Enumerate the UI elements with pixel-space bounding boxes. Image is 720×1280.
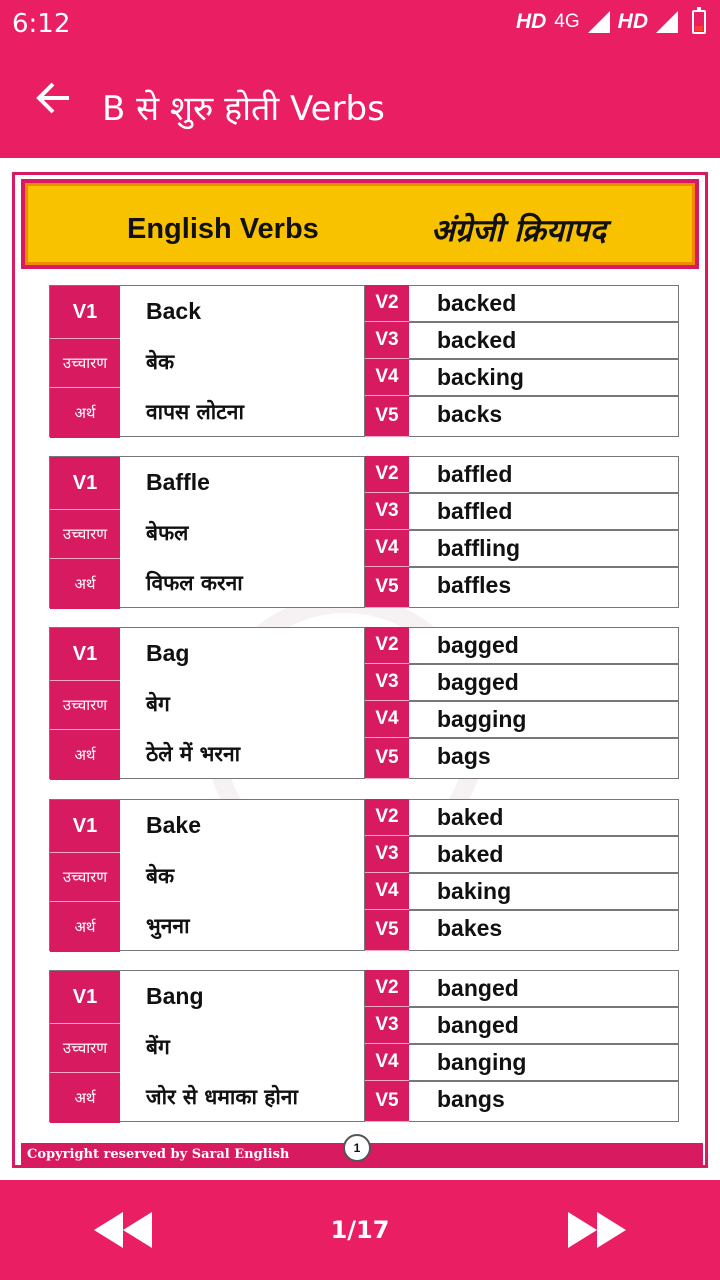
- page-counter: 1/17: [330, 1216, 390, 1244]
- verb-forms-table: [365, 285, 679, 437]
- previous-page-icon[interactable]: [92, 1210, 154, 1250]
- v3-value: backed: [409, 322, 679, 359]
- v4-value: backing: [409, 359, 679, 396]
- page-footer: [21, 1143, 703, 1165]
- v1-value: Bag: [146, 640, 190, 666]
- next-page-icon[interactable]: [566, 1210, 628, 1250]
- pronunciation-value: बेक: [146, 863, 175, 888]
- v3-value: baffled: [409, 493, 679, 530]
- v1-value: Bake: [146, 812, 201, 838]
- v1-value: Back: [146, 298, 201, 324]
- hd-label: HD: [515, 10, 547, 33]
- status-time: 6:12: [12, 9, 71, 39]
- v5-value: baffles: [409, 567, 679, 608]
- verb-block: [49, 627, 679, 779]
- v4-value: baking: [409, 873, 679, 910]
- v5-value: backs: [409, 396, 679, 437]
- v1-value: Bang: [146, 983, 204, 1009]
- meaning-label: अर्थ: [50, 1073, 120, 1123]
- verb-block: [49, 456, 679, 608]
- banner-hindi: अंग्रेजी क्रियापद: [431, 213, 606, 249]
- status-bar: [0, 0, 720, 50]
- v3-label: V3: [365, 664, 409, 701]
- meaning-label: अर्थ: [50, 388, 120, 438]
- verb-block: [49, 970, 679, 1122]
- verb-left-table: [49, 456, 365, 608]
- bottom-nav-bar: [0, 1180, 720, 1280]
- v2-value: baffled: [409, 456, 679, 493]
- banner-english: English Verbs: [127, 213, 319, 245]
- v5-value: bakes: [409, 910, 679, 951]
- pdf-page: [12, 172, 708, 1168]
- v1-value: Baffle: [146, 469, 210, 495]
- verb-left-table: [49, 970, 365, 1122]
- pronunciation-label: उच्चारण: [50, 680, 120, 730]
- v5-value: bags: [409, 738, 679, 779]
- verb-left-table: [49, 799, 365, 951]
- v2-value: bagged: [409, 627, 679, 664]
- meaning-value: वापस लोटना: [146, 399, 244, 424]
- v3-label: V3: [365, 836, 409, 873]
- verb-forms-table: [365, 456, 679, 608]
- meaning-value: ठेले में भरना: [146, 741, 241, 766]
- verb-block: [49, 285, 679, 437]
- meaning-value: विफल करना: [146, 570, 243, 595]
- v4-value: baffling: [409, 530, 679, 567]
- v1-label: V1: [50, 457, 120, 509]
- v1-label: V1: [50, 286, 120, 338]
- v2-value: banged: [409, 970, 679, 1007]
- verb-forms-table: [365, 627, 679, 779]
- meaning-label: अर्थ: [50, 559, 120, 609]
- v2-value: backed: [409, 285, 679, 322]
- hd-label-2: HD: [617, 10, 648, 33]
- v4-value: banging: [409, 1044, 679, 1081]
- v1-label: V1: [50, 628, 120, 680]
- v4-label: V4: [365, 359, 409, 396]
- battery-icon: [692, 10, 706, 34]
- v2-label: V2: [365, 285, 409, 322]
- v1-label: V1: [50, 971, 120, 1023]
- v2-label: V2: [365, 799, 409, 836]
- meaning-value: भुनना: [146, 913, 190, 938]
- pronunciation-label: उच्चारण: [50, 1023, 120, 1073]
- verb-block: [49, 799, 679, 951]
- meaning-label: अर्थ: [50, 730, 120, 780]
- status-icons: [516, 10, 706, 34]
- back-arrow-icon[interactable]: [28, 78, 78, 128]
- v3-label: V3: [365, 493, 409, 530]
- v2-value: baked: [409, 799, 679, 836]
- heading-banner: [21, 179, 699, 269]
- v2-label: V2: [365, 970, 409, 1007]
- v2-label: V2: [365, 627, 409, 664]
- pronunciation-label: उच्चारण: [50, 509, 120, 559]
- v1-label: V1: [50, 800, 120, 852]
- network-label: 4G: [554, 11, 580, 32]
- v5-value: bangs: [409, 1081, 679, 1122]
- v2-label: V2: [365, 456, 409, 493]
- verb-left-table: [49, 627, 365, 779]
- v3-value: banged: [409, 1007, 679, 1044]
- signal-icon-2: [656, 11, 678, 33]
- v5-label: V5: [365, 910, 409, 951]
- v4-label: V4: [365, 530, 409, 567]
- verb-forms-table: [365, 970, 679, 1122]
- v4-label: V4: [365, 873, 409, 910]
- v4-value: bagging: [409, 701, 679, 738]
- app-bar: [0, 50, 720, 158]
- v3-value: bagged: [409, 664, 679, 701]
- pronunciation-value: बेक: [146, 349, 175, 374]
- page-title: B से शुरु होती Verbs: [102, 89, 385, 129]
- meaning-label: अर्थ: [50, 902, 120, 952]
- pronunciation-value: बेग: [146, 691, 170, 716]
- verb-forms-table: [365, 799, 679, 951]
- pronunciation-label: उच्चारण: [50, 852, 120, 902]
- v3-value: baked: [409, 836, 679, 873]
- v4-label: V4: [365, 701, 409, 738]
- v5-label: V5: [365, 567, 409, 608]
- pronunciation-label: उच्चारण: [50, 338, 120, 388]
- signal-icon: [588, 11, 610, 33]
- v5-label: V5: [365, 396, 409, 437]
- v3-label: V3: [365, 1007, 409, 1044]
- copyright-text: Copyright reserved by Saral English: [27, 1147, 290, 1162]
- meaning-value: जोर से धमाका होना: [146, 1084, 298, 1109]
- v4-label: V4: [365, 1044, 409, 1081]
- v5-label: V5: [365, 1081, 409, 1122]
- pronunciation-value: बेफल: [146, 520, 189, 545]
- pronunciation-value: बेंग: [146, 1034, 170, 1059]
- verb-left-table: [49, 285, 365, 437]
- page-number-badge: 1: [343, 1134, 371, 1162]
- v5-label: V5: [365, 738, 409, 779]
- v3-label: V3: [365, 322, 409, 359]
